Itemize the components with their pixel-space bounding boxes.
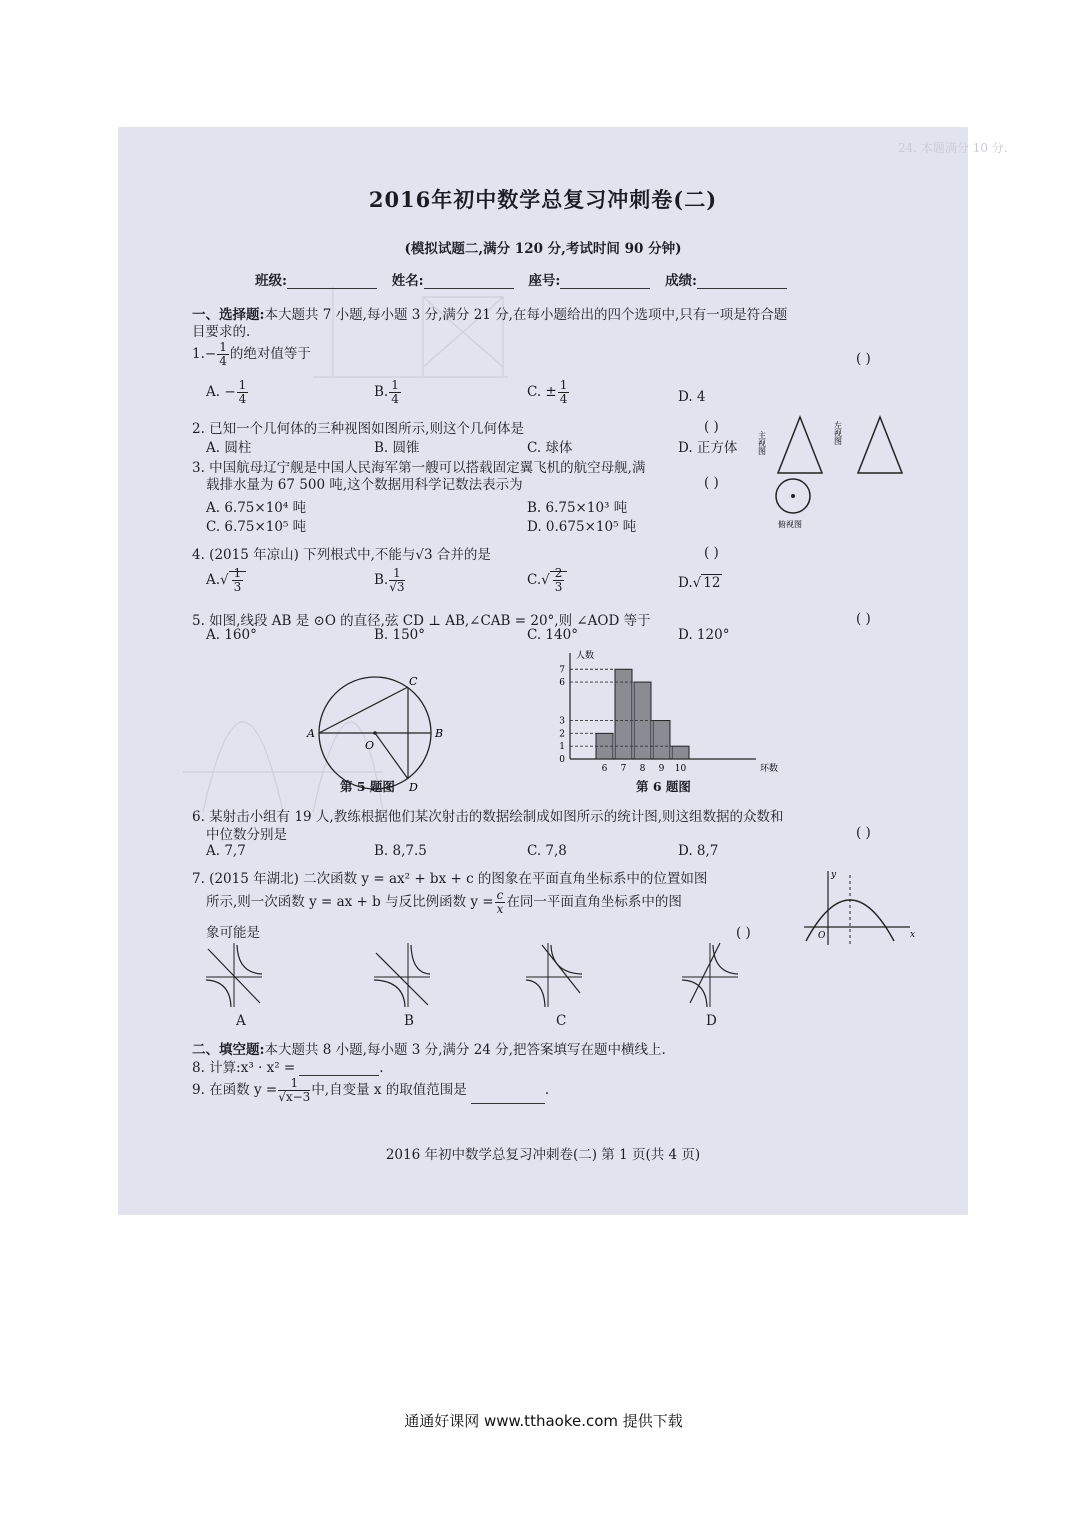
q5-answer-paren[interactable]: ( ): [856, 611, 871, 627]
q5-point-c: C: [409, 675, 418, 688]
q7-option-d-graph[interactable]: [680, 939, 740, 1009]
q5-option-d[interactable]: D. 120°: [678, 627, 730, 643]
q7-axis-x-label: x: [910, 930, 916, 940]
q6-stem-line2: 中位数分别是: [206, 827, 287, 843]
q7-option-d-label[interactable]: D: [706, 1013, 717, 1029]
q5-figure-caption: 第 5 题图: [340, 779, 395, 794]
q7-frac-num: c: [496, 888, 504, 902]
q9-den: √x−3: [278, 1090, 311, 1104]
q4-d-radicand: 12: [703, 575, 721, 591]
q1-a-num: 1: [238, 378, 247, 392]
exam-subtitle: (模拟试题二,满分 120 分,考试时间 90 分钟): [404, 241, 682, 257]
exam-title: 2016年初中数学总复习冲刺卷(二): [368, 187, 718, 212]
q1-suffix: 的绝对值等于: [229, 346, 311, 362]
q2-option-b[interactable]: B. 圆锥: [374, 440, 420, 456]
q4-option-b[interactable]: [374, 567, 406, 594]
q2-main-view-label: 主视图: [757, 431, 767, 455]
q7-stem-line3: 象可能是: [206, 925, 260, 941]
score-blank[interactable]: [697, 274, 787, 289]
q8-answer-blank[interactable]: [299, 1061, 379, 1076]
q2-stem: 2. 已知一个几何体的三种视图如图所示,则这个几何体是: [192, 421, 524, 437]
score-label: 成绩:: [665, 273, 698, 289]
q1-stem: [192, 341, 311, 368]
q4-b-num: 1: [389, 567, 404, 581]
q1-prefix: 1.−: [192, 346, 217, 362]
q3-option-b[interactable]: B. 6.75×10³ 吨: [527, 500, 628, 516]
q9-answer-blank[interactable]: [471, 1089, 545, 1104]
q3-stem-line2: 载排水量为 67 500 吨,这个数据用科学记数法表示为: [206, 477, 523, 493]
q9-end: .: [544, 1082, 550, 1098]
q1-b-num: 1: [391, 378, 399, 392]
q5-point-b: B: [435, 727, 444, 740]
q3-answer-paren[interactable]: ( ): [704, 475, 719, 491]
q1-fraction: [217, 341, 229, 368]
q1-option-d[interactable]: D. 4: [678, 389, 706, 405]
q2-option-d[interactable]: D. 正方体: [678, 440, 738, 456]
q1-b-prefix: B.: [374, 384, 389, 400]
q6-y-tick-label: 2: [559, 729, 565, 740]
q1-option-a[interactable]: [206, 379, 249, 406]
name-blank[interactable]: [424, 274, 514, 289]
q6-bar: [615, 669, 632, 759]
q7-stem-line2: [206, 889, 682, 916]
q7-axis-y-label: y: [831, 870, 837, 880]
q2-answer-paren[interactable]: ( ): [704, 419, 719, 435]
q4-b-den: √3: [389, 580, 405, 594]
q6-x-tick-label: 8: [639, 764, 646, 774]
q6-y-tick-label: 6: [559, 678, 565, 689]
q7-option-b-label[interactable]: B: [404, 1013, 414, 1029]
q2-top-view-label: 俯视图: [778, 520, 802, 529]
q5-point-a: A: [307, 727, 315, 740]
q1-answer-paren[interactable]: ( ): [856, 351, 871, 367]
q6-bar: [672, 746, 689, 759]
q6-y-tick-label: 0: [559, 755, 565, 765]
q7-stem2-suffix: 在同一平面直角坐标系中的图: [506, 894, 682, 910]
q5-option-b[interactable]: B. 150°: [374, 627, 426, 643]
q2-side-view-triangle: [858, 417, 902, 473]
q6-y-tick-label: 3: [559, 716, 565, 727]
q5-option-c[interactable]: C. 140°: [527, 627, 578, 643]
q7-option-a-graph[interactable]: [204, 939, 264, 1009]
q1-b-den: 4: [391, 392, 399, 406]
q7-option-c-label[interactable]: C: [556, 1013, 567, 1029]
seat-blank[interactable]: [560, 274, 650, 289]
q8-end: .: [379, 1060, 384, 1076]
q6-option-b[interactable]: B. 8,7.5: [374, 843, 427, 859]
q6-y-axis-label: 人数: [576, 651, 595, 661]
q4-answer-paren[interactable]: ( ): [704, 545, 719, 561]
q6-figure-caption: 第 6 题图: [636, 779, 691, 794]
q6-bar: [653, 721, 670, 759]
bleed-through-figure: [303, 277, 518, 387]
q2-option-c[interactable]: C. 球体: [527, 440, 573, 456]
section1-desc-line2: 目要求的.: [192, 324, 251, 340]
section2-intro: [192, 1038, 666, 1058]
q4-d-prefix: D.: [678, 575, 693, 591]
q5-point-d: D: [409, 781, 418, 794]
q6-y-tick-label: 1: [559, 742, 565, 753]
q7-option-a-label[interactable]: A: [236, 1013, 246, 1029]
q4-b-prefix: B.: [374, 572, 389, 588]
q4-a-num: 1: [233, 566, 242, 580]
student-info-row: [255, 269, 787, 289]
q1-option-b[interactable]: [374, 379, 402, 406]
q5-option-a[interactable]: A. 160°: [206, 627, 257, 643]
q4-stem: 4. (2015 年凉山) 下列根式中,不能与√3 合并的是: [192, 547, 491, 563]
q2-three-views-figure: [748, 411, 918, 531]
q1-a-prefix: A. −: [206, 384, 236, 400]
q6-x-tick-label: 10: [674, 764, 687, 774]
q3-option-a[interactable]: A. 6.75×10⁴ 吨: [206, 500, 307, 516]
q7-stem-line1: 7. (2015 年湖北) 二次函数 y = ax² + bx + c 的图象在平面直角坐标系中的位置如图: [192, 871, 708, 887]
q7-frac-den: x: [496, 902, 504, 916]
q9-prefix: 9. 在函数 y =: [192, 1082, 278, 1098]
q5-segment-od: [375, 733, 408, 779]
q4-option-c[interactable]: C.√ $\frac{2}{3}$: [527, 567, 567, 594]
section1-desc: 本大题共 7 小题,每小题 3 分,满分 21 分,在每小题给出的四个选项中,只有一项是符合题: [264, 307, 788, 323]
q2-left-view-label: 左视图: [833, 421, 843, 445]
q2-front-view-triangle: [778, 417, 822, 473]
section2-desc: 本大题共 8 小题,每小题 3 分,满分 24 分,把答案填写在题中横线上.: [264, 1042, 666, 1058]
q4-c-prefix: C.: [527, 572, 542, 588]
q8-row: [192, 1056, 384, 1076]
q7-stem2-prefix: 所示,则一次函数 y = ax + b 与反比例函数 y =: [206, 894, 494, 910]
q6-option-a[interactable]: A. 7,7: [206, 843, 246, 859]
exam-page-footer: 2016 年初中数学总复习冲刺卷(二) 第 1 页(共 4 页): [385, 1147, 701, 1163]
site-footer: 通通好课网 www.tthaoke.com 提供下载: [404, 1412, 683, 1430]
q8-stem: 8. 计算:x³ · x² =: [192, 1060, 296, 1076]
q4-a-prefix: A.: [206, 572, 221, 588]
q2-option-a[interactable]: A. 圆柱: [206, 440, 252, 456]
name-label: 姓名:: [391, 273, 424, 289]
q6-option-d[interactable]: D. 8,7: [678, 843, 719, 859]
section1-heading: 一、选择题:: [192, 307, 265, 323]
q4-c-num: 2: [554, 566, 563, 580]
q3-option-d[interactable]: D. 0.675×10⁵ 吨: [527, 519, 637, 535]
q7-origin-label: O: [818, 931, 826, 941]
q6-x-tick-label: 7: [620, 764, 627, 774]
q7-option-c-graph[interactable]: [524, 939, 584, 1009]
q5-center-dot: [373, 731, 377, 735]
q1-c-prefix: C. ±: [527, 384, 557, 400]
exam-paper-photo: [118, 127, 1008, 1215]
q7-option-b-graph[interactable]: [372, 939, 432, 1009]
q7-parabola-figure: [798, 867, 918, 947]
class-blank[interactable]: [287, 274, 377, 289]
q7-answer-paren[interactable]: ( ): [736, 925, 751, 941]
q6-x-tick-label: 9: [658, 764, 665, 774]
q1-c-den: 4: [559, 392, 568, 406]
section1-intro: [192, 303, 787, 323]
q2-top-view-center: [791, 494, 795, 498]
q1-num: 1: [219, 340, 227, 354]
q6-x-tick-label: 6: [601, 764, 608, 774]
q6-x-axis-label: 环数: [760, 764, 779, 774]
q1-c-num: 1: [559, 378, 568, 392]
section2-heading: 二、填空题:: [192, 1042, 265, 1058]
q4-a-den: 3: [233, 580, 242, 594]
q9-suffix: 中,自变量 x 的取值范围是: [311, 1082, 467, 1098]
seat-label: 座号:: [528, 273, 561, 289]
q3-option-c[interactable]: C. 6.75×10⁵ 吨: [206, 519, 307, 535]
q6-y-tick-label: 7: [559, 665, 565, 676]
q6-option-c[interactable]: C. 7,8: [527, 843, 567, 859]
q3-stem-line1: 3. 中国航母辽宁舰是中国人民海军第一艘可以搭载固定翼飞机的航空母舰,满: [192, 460, 646, 476]
q9-num: 1: [278, 1077, 310, 1091]
q6-stem-line1: 6. 某射击小组有 19 人,教练根据他们某次射击的数据绘制成如图所示的统计图,则这组数据的众数和: [192, 809, 784, 825]
q4-option-a[interactable]: A.√ $\frac{1}{3}$: [206, 567, 246, 594]
q1-a-den: 4: [238, 392, 247, 406]
q6-bar-chart: [548, 647, 788, 777]
q6-answer-paren[interactable]: ( ): [856, 825, 871, 841]
q1-den: 4: [219, 354, 227, 368]
q5-segment-ac: [319, 687, 408, 733]
q5-point-o: O: [365, 739, 375, 752]
q9-row: [192, 1077, 549, 1104]
bleed-through-text: 24. 本题满分 10 分.: [898, 141, 1008, 155]
q4-c-den: 3: [554, 580, 563, 594]
q1-option-c[interactable]: [527, 379, 570, 406]
q5-stem: 5. 如图,线段 AB 是 ⊙O 的直径,弦 CD ⊥ AB,∠CAB = 20°,则 ∠AOD 等于: [192, 613, 651, 629]
class-label: 班级:: [255, 273, 287, 289]
q4-option-d[interactable]: D.√ 12: [678, 575, 721, 591]
